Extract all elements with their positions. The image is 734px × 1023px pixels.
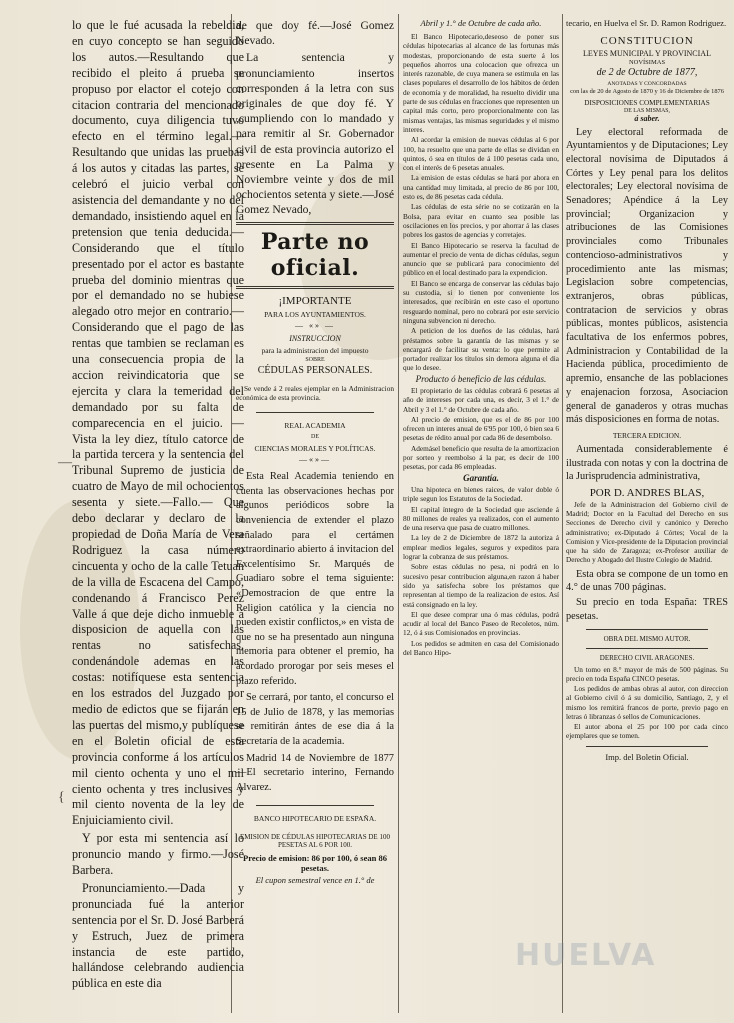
bank-paragraph: El Banco se encarga de conservar las cédulas bajo su custodia, si lo tienen por conveniente los interesados, que recibirán en este caso el oportuno resguardo nominal, pero no cobrará por este servicio ninguna subvencion ni derecho.	[403, 278, 559, 325]
bank-paragraph: El propietario de las cédulas cobrará 6 pesetas al año de intereses por cada una, es decir, 3 el 1.° de Abril y 3 el 1.° de Octubre de cada año.	[403, 385, 559, 414]
ad-body: Ley electoral reformada de Ayuntamientos y de Diputaciones; Ley electoral novísima de Diputados á Córtes y Ley penal para los delitos electorales; Ley electoral novísima de Senadores; Apéndice á la Ley provincial; Organizacion y atribuciones de las Comisiones provinciales como Tribunales contencioso-administrativos y procedimiento ante las mismas; Legislacion sobre competencias, extranjeros, obras públicas, contratacion de servicios y obras públicas, montes públicos, asistencia facultativa de los enfermos pobres, Administracion y Contabilidad de la Hacienda pública, procedimiento de apremio, ensanche de las poblaciones y enajenacion forzosa, Asociacion general de ganaderos y otras muchas más disposiciones en forma de notas.	[566, 126, 728, 426]
bank-title: BANCO HIPOTECARIO DE ESPAÑA.	[253, 814, 377, 824]
ad-title: CONSTITUCION	[600, 35, 694, 47]
ad-annotated-sub: con las de 20 de Agosto de 1870 y 16 de Diciembre de 1876	[570, 88, 724, 95]
other-work-text: Los pedidos de ambas obras al autor, con direccion al Gobierno civil ó á su domicilio, Santiago, 2, y el mismo los remitirá francos de porte, previo pago en letras ó libranzas ó sellos de Comunicaciones.	[566, 684, 728, 721]
bank-subtitle: EMISION DE CÉDULAS HIPOTECARIAS DE 100 PESETAS AL 6 POR 100.	[240, 833, 390, 850]
ornament: —«»—	[299, 455, 331, 465]
double-rule	[236, 286, 394, 289]
sentence-signature: Y por esta mi sentencia así lo pronuncio mando y firmo.—José Barbera.	[72, 831, 244, 878]
instruction-title: INSTRUCCION	[289, 333, 341, 343]
margin-mark: —	[58, 455, 72, 470]
ad-dispositions: DISPOSICIONES COMPLEMENTARIAS	[584, 98, 710, 107]
pronouncement-text: Pronunciamiento.—Dada y pronunciada fué la anterior sentencia por el Sr. D. José Barberá y Estruch, Juez de primera instancia de este partido, hallándose celebrando audiencia pública en este dia	[72, 880, 244, 991]
column-rule	[398, 14, 399, 1013]
certification-text: de que doy fé.—José Gomez Nevado.	[236, 19, 394, 48]
product-heading: Producto ó beneficio de las cédulas.	[415, 373, 547, 384]
separator	[256, 412, 374, 413]
ad-a-saber: á saber.	[634, 113, 660, 123]
ad-author-desc: Jefe de la Administracion del Gobierno civil de Madrid; Doctor en la Facultad del Derecho en sus Secciones de Derecho civil y canónico y Derecho administrativo; ex-Diputado á Córtes; Vocal de la Comision y Vice-presidente de la Diputacion provincial que ha sido de Zaragoza; ex-Profesor auxiliar de Derecho y Abogado del Ilustre Colegio de Madrid.	[566, 501, 728, 565]
ad-novisimas: NOVÍSIMAS	[628, 59, 666, 66]
ad-de-las: DE LAS MISMAS,	[624, 107, 670, 114]
academy-subtitle: CIENCIAS MORALES Y POLÍTICAS.	[254, 444, 376, 454]
other-work-name: DERECHO CIVIL ARAGONES.	[599, 654, 695, 663]
section-title: Parte no oficial.	[260, 228, 370, 281]
column-4	[566, 18, 728, 762]
instruction-main: CÉDULAS PERSONALES.	[257, 364, 373, 376]
bank-paragraph: El capital íntegro de la Sociedad que asciende á 80 millones de reales ya realizados, con el aumento de una reserva que pasa de cuatro millones.	[403, 504, 559, 533]
ad-augmented: Aumentada considerablemente é ilustrada con notas y con la doctrina de la Jurisprudencia administrativa,	[566, 443, 728, 483]
sentence-text: lo que le fué acusada la rebeldia, en cuyo concepto se han seguido los autos.—Resultando que recibido el pleito á prueba se propuso por elactor el cotejo con citacion contraria del mencionado documento, cuya diligencia tuvo efecto en el término legal.—Resultando que unidas las pruebas á los autos y citadas las partes, se celebró el juicio verbal con asistencia del demandante y no del demandado, insistiendo aquel en la pretension que tenia deducida.—Considerando que el título presentado por el actor es bastante prueba del dominio mientras que por el demandado no se hubiese alegado otro mejor en contrario.—Considerando que el pago de las rentas que tambien se reclaman es una consecuencia propia de la accion reivindicatoria que se ejercita y clara la temeridad del demandado por su falta de comparecencia en el juicio. —Vista la ley diez, título catorce de la partida tercera y la sentencia del Tribunal Supremo de justicia de cuatro de Mayo de mil ochocientos sesenta y siete.—Fallo.— Que debo declarar y declaro de la propiedad de Doña María de Vera Rodriguez la casa número cincuenta y ocho de la calle Tetuan de la villa de Escacena del Campo, condenando á Francisco Perez Valle á que deje dicho inmueble á disposicion de aquella con las rentas no satisfechas, condenándole ademas en las costas: notifíquese esta sentencia en los estrados del Juzgado por medio de edictos que se fijarán en las puertas del mismo,y publíquese en el Boletin oficial de esta provincia conforme á los artículos mil ciento ochenta y uno el mil ciento ochenta y tres inclusives y mil ciento noventa de la ley de Enjuiciamiento civil.	[72, 18, 244, 828]
ad-date: de 2 de Octubre de 1877,	[596, 67, 698, 78]
column-rule	[562, 14, 563, 1013]
bank-paragraph: El Banco Hipotecario,deseoso de poner sus cédulas hipotecarias al alcance de las fortunas más modestas, proporcionando de esta suerte á los pequeños ahorros una colocacion que ofrezca un interés razonable, de cuya manera se estimula en las clases populares el desarrollo de los hábitos de órden de economía y de moralidad, ha resuelto dividir una parte de sus cédulas en fracciones que representen un capital más corto, pero proporcionalmente con las mismas ventajas, las mismas seguridades y el mismo interes.	[403, 32, 559, 134]
academy-de: DE	[311, 434, 319, 441]
ad-volume: Esta obra se compone de un tomo en 4.° de unas 700 páginas.	[566, 568, 728, 593]
column-2	[236, 18, 394, 885]
ornament: — «» —	[295, 320, 335, 330]
instruction-sale: Se vende á 2 reales ejemplar en la Administracion económica de esta provincia.	[236, 383, 394, 402]
bank-paragraph: La emision de estas cédulas se hará por ahora en una cantidad muy limitada, al precio de 86 por 100, esto es, de 86 pesetas cada cédula.	[403, 173, 559, 202]
coupon-dates: Abril y 1.° de Octubre de cada año.	[420, 18, 542, 28]
archive-watermark: HUELVA	[515, 938, 657, 973]
bank-paragraph: Una hipoteca en bienes raices, de valor doble ó triple segun los Estatutos de la Sociedad.	[403, 484, 559, 504]
instruction-subtitle: para la administracion del impuesto	[261, 345, 369, 355]
important-heading: ¡IMPORTANTE	[278, 294, 352, 307]
column-3	[403, 18, 559, 658]
double-rule	[236, 222, 394, 225]
instruction-sobre: SOBRE	[305, 356, 325, 363]
ad-author: POR D. ANDRES BLAS,	[589, 487, 705, 500]
column-1	[72, 18, 244, 994]
bank-paragraph: A peticion de los dueños de las cédulas, hará préstamos sobre la garantía de las mismas y se encargará de facilitar su venta: lo que permite al portador realizar los títulos sin demora alguna el dia que lo desee.	[403, 326, 559, 373]
printer-imprint: Imp. del Boletin Oficial.	[605, 751, 689, 762]
bank-paragraph: Las cédulas de esta série no se cotizarán en la Bolsa, para evitar en cuanto sea posible las oscilaciones en los precios, y por ahorrar á las clases pobres los gastos de agencias y corretajes.	[403, 202, 559, 240]
bank-paragraph: Ademásel beneficio que resulta de la amortizacion por sorteo y reembolso á la par, es decir de 100 pesetas, por cada 86 empleadas.	[403, 443, 559, 472]
bank-price: Precio de emision: 86 por 100, ó sean 86 pesetas.	[243, 853, 387, 874]
bank-paragraph: El que desee comprar una ó mas cédulas, podrá acudir al local del Banco Paseo de Recoletos, núm. 12, ó á sus Comisionados en provincias.	[403, 609, 559, 638]
ad-annotated: ANOTADAS Y CONCORDADAS	[607, 81, 687, 87]
bank-paragraph: La ley de 2 de Diciembre de 1872 la autoriza á emplear medios legales, seguros y expeditos para lograr la cobranza de sus préstamos.	[403, 533, 559, 562]
bank-paragraph: Los pedidos se admiten en casa del Comisionado del Banco Hipo-	[403, 638, 559, 657]
academy-signature: Madrid 14 de Noviembre de 1877 —El secretario interino, Fernando Alvarez.	[236, 752, 394, 793]
bank-paragraph: Al precio de emision, que es el de 86 por 100 ofrecen un interes anual de 6'95 por 100, ó bien sea 6 pesetas de rédito anual por cada 86 de desembolso.	[403, 414, 559, 443]
academy-deadline: Se cerrará, por tanto, el concurso el 15 de Julio de 1878, y las memorias se remitirán ántes de ese dia á la Secretaría de la academia.	[236, 692, 394, 747]
ad-subtitle: LEYES MUNICIPAL Y PROVINCIAL	[583, 49, 711, 58]
bank-paragraph: Sobre estas cédulas no pesa, ni podrá en lo sucesivo pesar contribucion alguna,en razon á haber sido ya satisfecha sobre los préstamos que representan al tiempo de la realizacion de estos. Así está consignado en la ley.	[403, 562, 559, 609]
margin-mark: {	[58, 790, 65, 805]
other-work-title: OBRA DEL MISMO AUTOR.	[603, 635, 691, 644]
bank-contact: tecario, en Huelva el Sr. D. Ramon Rodriguez.	[566, 18, 727, 28]
ad-price: Su precio en toda España: TRES pesetas.	[566, 597, 728, 622]
separator	[586, 629, 708, 630]
certification-body: La sentencia y pronunciamiento insertos corresponden á la letra con sus originales de que doy fé. Y ,cumpliendo con lo mandado y para remitir al Sr. Gobernador civil de esta provincia autorizo el presente en La Palma y Noviembre veinte y dos de mil ochocientos setenta y siete.—José Gomez Nevado,	[236, 51, 394, 217]
academy-text: Esta Real Academia teniendo en cuenta las observaciones hechas por algunos periódicos sobre la conveniencia de extender el plazo señalado para el certámen extraordinario abierto á invitacion del Excelentísimo Sr. Marqués de Guadiaro sobre el tema siguiente: «Demostracion de que entre la Religion católica y la ciencia no pueden existir conflictos,» en vista de que no se ha presentado aun ninguna memoria para obtener el premio, ha acordado prorogar por seis meses el plazo referido.	[236, 471, 394, 687]
ad-edition: TERCERA EDICION.	[612, 430, 682, 440]
guarantee-heading: Garantía.	[463, 472, 499, 483]
other-work-text: Un tomo en 8.° mayor de más de 500 páginas. Su precio en toda España CINCO pesetas.	[566, 665, 728, 684]
important-subheading: PARA LOS AYUNTAMIENTOS.	[264, 309, 366, 319]
bank-paragraph: Al acordar la emision de nuevas cédulas al 6 por 100, ha resuelto que una parte de ellas se dividan en quintos, ó sea en títulos de á 100 pesetas cada uno, con el interés de 6 pesetas anuales.	[403, 135, 559, 173]
separator	[256, 805, 374, 806]
bank-paragraph: El Banco Hipotecario se reserva la facultad de aumentar el precio de venta de dichas cédulas, segun anuncio que se publicará para conocimiento del público en el local destinado para la expendicion.	[403, 240, 559, 278]
other-work-text: El autor abona el 25 por 100 por cada cinco ejemplares que se tomen.	[566, 721, 728, 740]
separator	[586, 746, 708, 747]
separator	[586, 648, 708, 649]
academy-title: REAL ACADEMIA	[284, 421, 346, 431]
bank-coupon: El cupon semestral vence en 1.° de	[255, 875, 375, 886]
